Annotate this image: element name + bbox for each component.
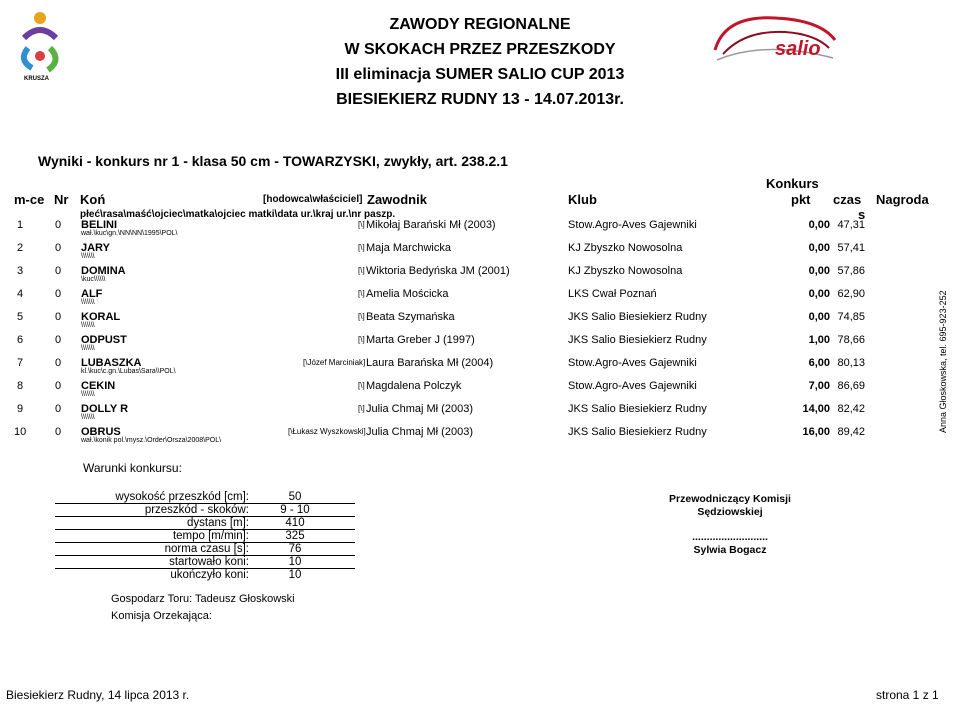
- event-title-4: BIESIEKIERZ RUDNY 13 - 14.07.2013r.: [336, 91, 624, 108]
- row-nr: 0: [55, 288, 62, 300]
- row-club: Stow.Agro-Aves Gajewniki: [568, 219, 697, 231]
- row-club: Stow.Agro-Aves Gajewniki: [568, 380, 697, 392]
- col-horse: Koń: [80, 192, 106, 207]
- condition-row: [55, 543, 355, 557]
- row-pkt: 0,00: [808, 219, 830, 231]
- table-row: [0, 403, 900, 425]
- judge-title-1: Przewodniczący Komisji: [669, 493, 791, 505]
- row-rider: Wiktoria Bedyńska JM (2001): [366, 265, 510, 277]
- row-czas: 62,90: [837, 288, 865, 300]
- condition-label: tempo [m/min]:: [172, 530, 249, 542]
- row-nr: 0: [55, 219, 62, 231]
- row-nr: 0: [55, 380, 62, 392]
- row-club: JKS Salio Biesiekierz Rudny: [568, 334, 707, 346]
- row-horse: BELINI: [81, 219, 118, 231]
- page-number: strona 1 z 1: [876, 688, 939, 702]
- conditions-title: Warunki konkursu:: [83, 461, 182, 475]
- col-owner-hint: [hodowca\właściciel]: [263, 194, 363, 205]
- course-designer: Gospodarz Toru: Tadeusz Głoskowski: [111, 593, 295, 605]
- condition-label: norma czasu [s]:: [164, 543, 249, 555]
- logo-caption: KRUSZA: [24, 76, 49, 82]
- row-czas: 57,86: [837, 265, 865, 277]
- row-horse-details: \\\\\\\: [81, 299, 95, 306]
- col-pkt: pkt: [791, 192, 811, 207]
- row-nr: 0: [55, 242, 62, 254]
- row-place: 3: [17, 265, 24, 277]
- condition-label: wysokość przeszkód [cm]:: [115, 491, 249, 503]
- table-row: [0, 357, 900, 379]
- condition-row: [55, 569, 355, 583]
- table-row: [0, 219, 900, 241]
- row-nr: 0: [55, 426, 62, 438]
- row-horse-details: \kuc\\\\\\: [81, 276, 106, 283]
- row-rider: Magdalena Polczyk: [366, 380, 462, 392]
- row-place: 8: [17, 380, 24, 392]
- conditions-table: [55, 491, 355, 586]
- row-owner: [\]: [358, 381, 365, 390]
- col-place: m-ce: [14, 192, 45, 207]
- row-rider: Laura Barańska Mł (2004): [366, 357, 494, 369]
- row-club: KJ Zbyszko Nowosolna: [568, 242, 683, 254]
- row-horse-details: \\\\\\\: [81, 253, 95, 260]
- table-row: [0, 311, 900, 333]
- row-horse: DOMINA: [81, 265, 126, 277]
- row-czas: 47,31: [837, 219, 865, 231]
- row-horse-details: wał.\konik pol.\mysz.\Order\Orsza\2008\POL\: [81, 437, 222, 444]
- row-nr: 0: [55, 334, 62, 346]
- row-club: JKS Salio Biesiekierz Rudny: [568, 311, 707, 323]
- row-rider: Julia Chmaj Mł (2003): [366, 426, 473, 438]
- condition-value: 10: [288, 556, 302, 568]
- row-owner: [\]: [358, 404, 365, 413]
- row-pkt: 0,00: [808, 311, 830, 323]
- col-nr: Nr: [54, 192, 69, 207]
- table-row: [0, 288, 900, 310]
- condition-label: przeszkód - skoków:: [144, 504, 249, 516]
- row-place: 9: [17, 403, 24, 415]
- row-rider: Julia Chmaj Mł (2003): [366, 403, 473, 415]
- row-nr: 0: [55, 311, 62, 323]
- organizer-contact: Anna Głoskowska, tel. 695-923-252: [938, 290, 948, 433]
- event-title-1: ZAWODY REGIONALNE: [389, 16, 571, 33]
- row-czas: 89,42: [837, 426, 865, 438]
- col-konkurs: Konkurs: [766, 176, 819, 191]
- row-place: 1: [17, 219, 24, 231]
- row-pkt: 0,00: [808, 265, 830, 277]
- condition-value: 410: [285, 517, 305, 529]
- col-prize: Nagroda: [876, 192, 929, 207]
- row-place: 2: [17, 242, 24, 254]
- row-pkt: 6,00: [808, 357, 830, 369]
- condition-value: 10: [288, 569, 302, 581]
- row-owner: [\]: [358, 243, 365, 252]
- salio-logo-text: salio: [775, 38, 821, 60]
- row-horse: KORAL: [81, 311, 121, 323]
- col-horse-details: płeć\rasa\maść\ojciec\matka\ojciec matki\data ur.\kraj ur.\nr paszp.: [80, 209, 396, 220]
- signature-line: ..........................: [692, 531, 768, 543]
- col-rider: Zawodnik: [367, 192, 427, 207]
- row-pkt: 1,00: [808, 334, 830, 346]
- table-row: [0, 242, 900, 264]
- row-nr: 0: [55, 403, 62, 415]
- row-czas: 57,41: [837, 242, 865, 254]
- event-title-3: III eliminacja SUMER SALIO CUP 2013: [335, 66, 625, 83]
- col-club: Klub: [568, 192, 597, 207]
- row-place: 10: [14, 426, 27, 438]
- row-owner: [\]: [358, 289, 365, 298]
- row-owner: [\]: [358, 266, 365, 275]
- row-nr: 0: [55, 357, 62, 369]
- table-row: [0, 334, 900, 356]
- row-czas: 78,66: [837, 334, 865, 346]
- row-horse-details: \\\\\\\: [81, 322, 95, 329]
- row-horse-details: wał.\kuc\gn.\NN\NN\1995\POL\: [81, 230, 178, 237]
- row-czas: 80,13: [837, 357, 865, 369]
- row-rider: Marta Greber J (1997): [366, 334, 475, 346]
- judging-commission: Komisja Orzekająca:: [111, 610, 212, 622]
- col-seconds: s: [858, 207, 866, 222]
- footer-date: Biesiekierz Rudny, 14 lipca 2013 r.: [6, 688, 190, 702]
- row-pkt: 16,00: [802, 426, 830, 438]
- row-club: KJ Zbyszko Nowosolna: [568, 265, 683, 277]
- results-subtitle: Wyniki - konkurs nr 1 - klasa 50 cm - TOWARZYSKI, zwykły, art. 238.2.1: [38, 153, 508, 169]
- condition-row: [55, 517, 355, 531]
- condition-row: [55, 504, 355, 518]
- row-czas: 82,42: [837, 403, 865, 415]
- row-club: LKS Cwał Poznań: [568, 288, 657, 300]
- row-place: 7: [17, 357, 24, 369]
- condition-value: 9 - 10: [280, 504, 310, 516]
- row-rider: Maja Marchwicka: [366, 242, 451, 254]
- row-owner: [\]: [358, 312, 365, 321]
- condition-value: 325: [285, 530, 305, 542]
- row-rider: Beata Szymańska: [366, 311, 455, 323]
- row-horse-details: kl.\kuc\c.gn.\Lubas\Sara\\POL\: [81, 368, 176, 375]
- row-pkt: 7,00: [808, 380, 830, 392]
- col-czas: czas: [833, 192, 862, 207]
- row-club: JKS Salio Biesiekierz Rudny: [568, 426, 707, 438]
- row-horse: ALF: [81, 288, 103, 300]
- event-title-2: W SKOKACH PRZEZ PRZESZKODY: [344, 41, 616, 58]
- judge-name: Sylwia Bogacz: [693, 544, 767, 556]
- row-horse-details: \\\\\\\: [81, 414, 95, 421]
- row-place: 5: [17, 311, 24, 323]
- condition-row: [55, 491, 355, 505]
- row-horse: DOLLY R: [81, 403, 129, 415]
- table-row: [0, 265, 900, 287]
- row-owner: [\Łukasz Wyszkowski]: [288, 427, 366, 436]
- condition-value: 76: [288, 543, 302, 555]
- row-czas: 74,85: [837, 311, 865, 323]
- row-horse-details: \\\\\\\: [81, 345, 95, 352]
- row-pkt: 14,00: [802, 403, 830, 415]
- row-horse: ODPUST: [81, 334, 127, 346]
- condition-row: [55, 556, 355, 570]
- condition-row: [55, 530, 355, 544]
- row-place: 4: [17, 288, 24, 300]
- row-pkt: 0,00: [808, 242, 830, 254]
- row-horse: JARY: [81, 242, 110, 254]
- row-nr: 0: [55, 265, 62, 277]
- row-horse: CEKIN: [81, 380, 116, 392]
- row-horse: LUBASZKA: [81, 357, 142, 369]
- row-horse-details: \\\\\\\: [81, 391, 95, 398]
- row-czas: 86,69: [837, 380, 865, 392]
- table-row: [0, 426, 900, 448]
- condition-value: 50: [288, 491, 302, 503]
- row-club: JKS Salio Biesiekierz Rudny: [568, 403, 707, 415]
- condition-label: ukończyło koni:: [170, 569, 249, 581]
- row-owner: [\]: [358, 335, 365, 344]
- row-pkt: 0,00: [808, 288, 830, 300]
- table-row: [0, 380, 900, 402]
- row-place: 6: [17, 334, 24, 346]
- row-owner: [\]: [358, 220, 365, 229]
- row-club: Stow.Agro-Aves Gajewniki: [568, 357, 697, 369]
- row-horse: OBRUS: [81, 426, 121, 438]
- row-owner: [\Józef Marciniak]: [303, 358, 366, 367]
- row-rider: Mikołaj Barański Mł (2003): [366, 219, 496, 231]
- condition-label: startowało koni:: [169, 556, 249, 568]
- condition-label: dystans [m]:: [187, 517, 249, 529]
- row-rider: Amelia Mościcka: [366, 288, 449, 300]
- judge-title-2: Sędziowskiej: [697, 506, 763, 518]
